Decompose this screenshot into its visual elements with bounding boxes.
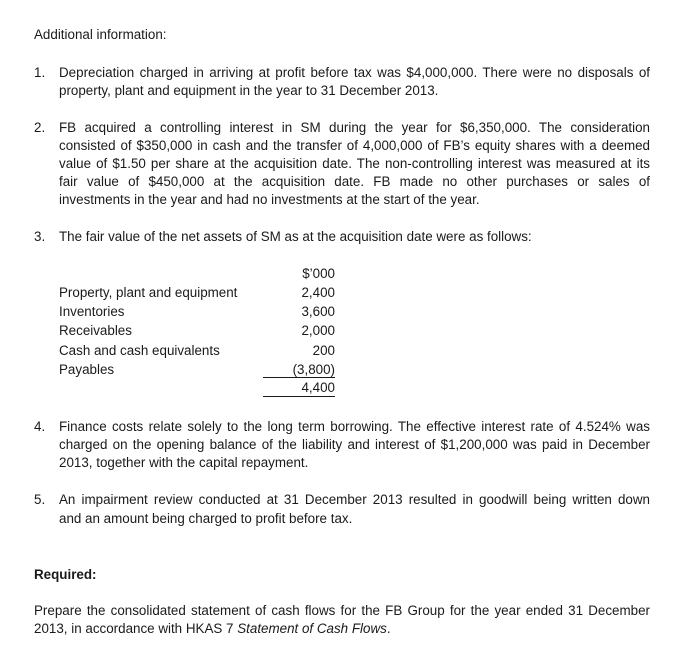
total-rule <box>263 396 335 397</box>
note-line: An impairment review conducted at 31 December 2013 resulted in goodwill being written down <box>59 492 650 507</box>
note-line: FB acquired a controlling interest in SM during the year for $6,350,000. The consideration <box>59 120 650 135</box>
note-line: The fair value of the net assets of SM as at the acquisition date were as follows: <box>59 229 532 244</box>
table-row-value: (3,800) <box>292 362 335 377</box>
note-line: property, plant and equipment in the year to 31 December 2013. <box>59 83 439 98</box>
note-line: 2013, together with the capital repayment. <box>59 455 309 470</box>
table-total: 4,400 <box>301 380 335 395</box>
note-line: charged on the opening balance of the liability and interest of $1,200,000 was paid in December <box>59 437 650 452</box>
note-number: 3. <box>34 229 46 244</box>
note-line: Depreciation charged in arriving at profit before tax was $4,000,000. There were no disposals of <box>59 65 650 80</box>
section-heading: Additional information: <box>34 27 167 42</box>
required-text-suffix: . <box>386 621 391 636</box>
standard-title: Statement of Cash Flows <box>237 621 387 636</box>
table-row-value: 200 <box>312 343 335 358</box>
note-number: 2. <box>34 120 46 135</box>
table-row-label: Cash and cash equivalents <box>59 343 220 358</box>
table-row-value: 3,600 <box>301 304 335 319</box>
table-row-label: Inventories <box>59 304 125 319</box>
table-row-value: 2,400 <box>301 285 335 300</box>
required-text-line <box>34 620 391 638</box>
table-row-value: 2,000 <box>301 323 335 338</box>
note-line: Finance costs relate solely to the long term borrowing. The effective interest rate of 4.524% was <box>59 419 650 434</box>
note-line: and an amount being charged to profit before tax. <box>59 511 353 526</box>
table-row-label: Property, plant and equipment <box>59 285 238 300</box>
unit-header: $’000 <box>302 266 335 281</box>
note-number: 5. <box>34 492 46 507</box>
required-text-prefix: 2013, in accordance with HKAS 7 <box>34 621 238 636</box>
table-row-label: Receivables <box>59 323 132 338</box>
note-number: 4. <box>34 419 46 434</box>
note-line: fair value of $450,000 at the acquisition date. FB made no other purchases or sales of <box>59 174 650 189</box>
required-text-line: Prepare the consolidated statement of cash flows for the FB Group for the year ended 31 December <box>34 603 650 618</box>
required-heading: Required: <box>34 567 97 582</box>
note-line: consisted of $350,000 in cash and the transfer of 4,000,000 of FB’s equity shares with a deemed <box>59 138 650 153</box>
note-number: 1. <box>34 65 46 80</box>
note-line: investments in the year and had no investments at the start of the year. <box>59 192 480 207</box>
table-row-label: Payables <box>59 362 115 377</box>
note-line: value of $1.50 per share at the acquisition date. The non-controlling interest was measured at its <box>59 156 650 171</box>
